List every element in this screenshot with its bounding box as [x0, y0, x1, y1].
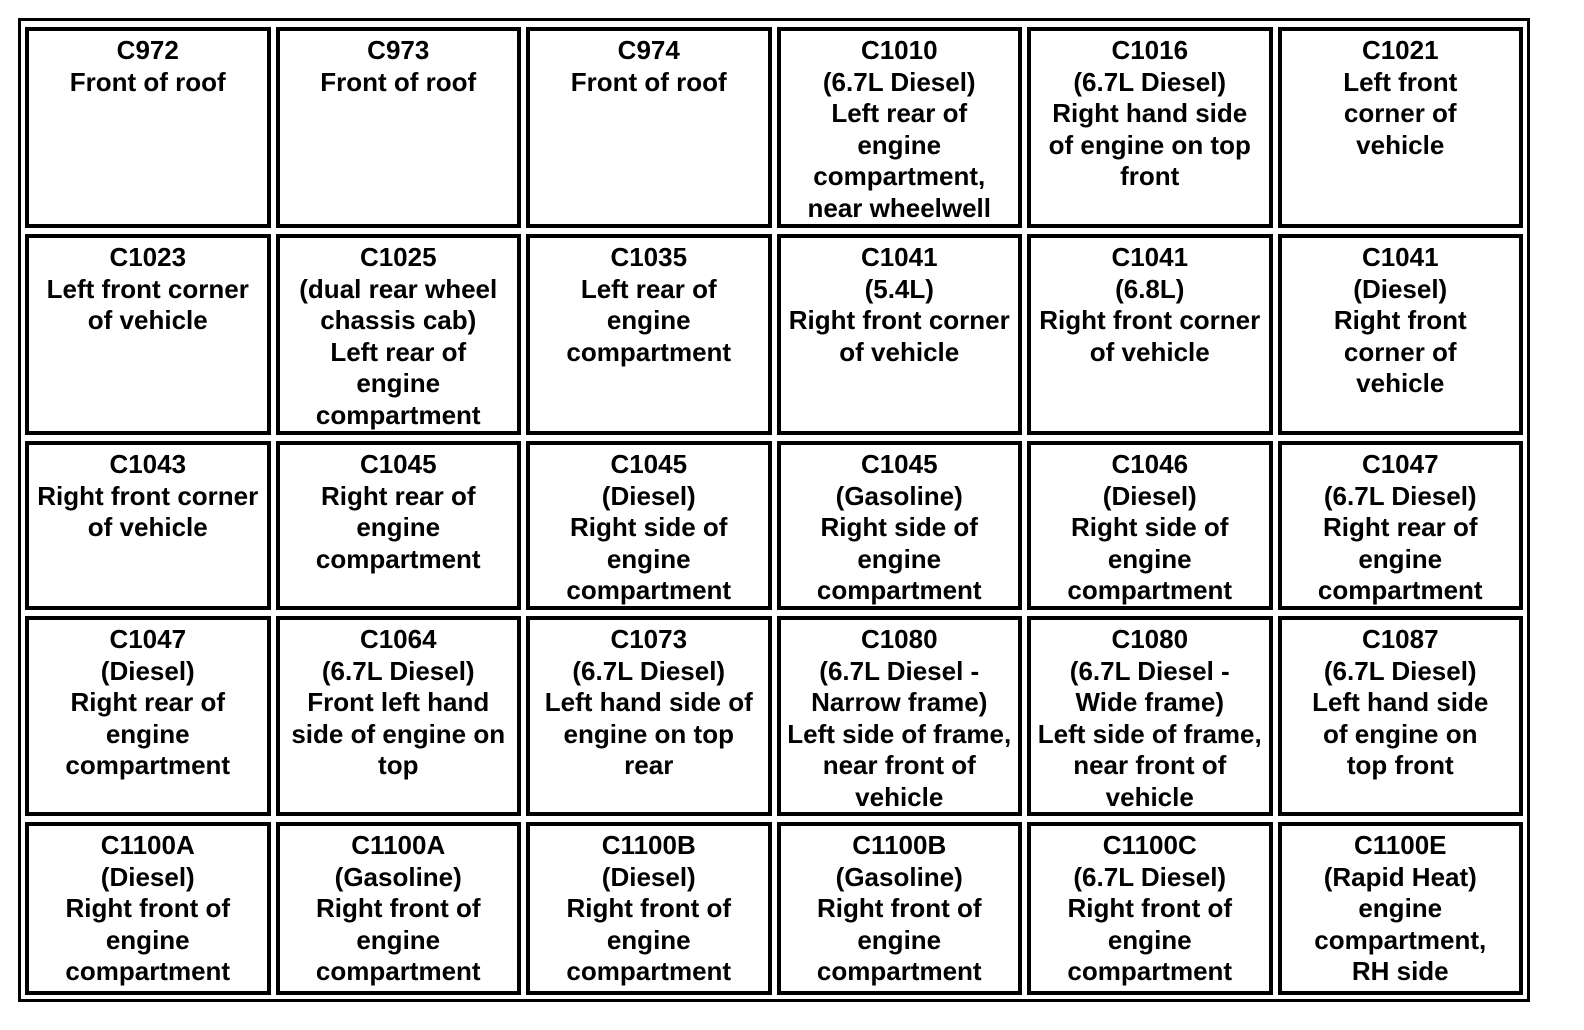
- connector-cell: [1278, 27, 1524, 228]
- connector-cell: [1027, 234, 1273, 435]
- connector-id: C973: [367, 35, 430, 65]
- connector-location-text: Front left hand: [307, 687, 490, 718]
- connector-location-text: Front of roof: [69, 66, 226, 97]
- connector-id: C972: [116, 35, 179, 65]
- connector-cell: [1027, 822, 1273, 995]
- connector-id: C1041: [1111, 242, 1189, 272]
- connector-id: C1021: [1361, 35, 1439, 65]
- connector-location-text: (6.7L Diesel): [321, 655, 475, 686]
- connector-location-text: Right side of: [1071, 512, 1229, 543]
- connector-location-text: engine on top: [563, 718, 734, 749]
- connector-location-text: Front of roof: [320, 66, 477, 97]
- connector-cell: [526, 616, 772, 816]
- connector-location-text: Right rear of: [70, 687, 226, 718]
- connector-location-text: engine: [356, 368, 441, 399]
- connector-location-text: vehicle: [1356, 368, 1445, 399]
- connector-location-text: (Diesel): [601, 480, 696, 511]
- connector-cell: [1278, 822, 1524, 995]
- connector-location-text: Right front corner: [37, 480, 259, 511]
- connector-location-text: engine: [857, 924, 942, 955]
- connector-id: C1016: [1111, 35, 1189, 65]
- connector-cell: [276, 441, 522, 610]
- connector-id: C1100B: [601, 830, 696, 860]
- connector-location-text: Right front: [1333, 305, 1467, 336]
- connector-cell: [1278, 441, 1524, 610]
- connector-location-text: Right rear of: [320, 480, 476, 511]
- connector-location-text: of engine on: [1322, 718, 1478, 749]
- connector-location-text: compartment: [566, 336, 732, 367]
- connector-id: C1100A: [100, 830, 195, 860]
- connector-location-text: engine: [356, 512, 441, 543]
- connector-location-text: engine: [105, 924, 190, 955]
- connector-location-text: engine: [1358, 543, 1443, 574]
- connector-cell: [526, 441, 772, 610]
- connector-location-text: rear: [624, 750, 674, 781]
- connector-id: C1010: [860, 35, 938, 65]
- connector-location-text: of vehicle: [839, 336, 960, 367]
- connector-cell: [25, 616, 271, 816]
- connector-location-text: (dual rear wheel: [299, 273, 498, 304]
- connector-location-text: (Gasoline): [334, 861, 462, 892]
- connector-id: C1035: [610, 242, 688, 272]
- connector-location-text: (Diesel): [100, 861, 195, 892]
- connector-location-text: Left front: [1343, 66, 1458, 97]
- connector-cell: [25, 27, 271, 228]
- connector-location-text: of vehicle: [1089, 336, 1210, 367]
- connector-location-text: of engine on top: [1048, 129, 1251, 160]
- connector-location-text: Left hand side of: [544, 687, 753, 718]
- connector-location-text: Right front of: [816, 893, 982, 924]
- connector-cell: [777, 234, 1023, 435]
- connector-id: C1041: [860, 242, 938, 272]
- connector-location-table: [18, 18, 1530, 1002]
- connector-location-text: compartment: [566, 575, 732, 606]
- connector-id: C1025: [359, 242, 437, 272]
- connector-location-text: (Diesel): [1102, 480, 1197, 511]
- connector-id: C1100B: [852, 830, 947, 860]
- connector-id: C1073: [610, 624, 688, 654]
- connector-cell: [25, 822, 271, 995]
- connector-location-text: compartment: [315, 543, 481, 574]
- connector-cell: [777, 441, 1023, 610]
- connector-location-text: (Diesel): [1353, 273, 1448, 304]
- connector-location-text: vehicle: [1105, 781, 1194, 812]
- connector-cell: [1278, 616, 1524, 816]
- connector-id: C1043: [109, 449, 187, 479]
- connector-location-text: Right front corner: [1039, 305, 1261, 336]
- connector-cell: [276, 822, 522, 995]
- connector-location-text: of vehicle: [87, 305, 208, 336]
- connector-location-text: (Gasoline): [835, 861, 963, 892]
- connector-location-text: (6.7L Diesel): [572, 655, 726, 686]
- connector-id: C1045: [860, 449, 938, 479]
- connector-cell: [526, 822, 772, 995]
- connector-location-text: (6.8L): [1115, 273, 1185, 304]
- connector-location-text: compartment: [816, 956, 982, 987]
- connector-location-text: engine: [606, 305, 691, 336]
- connector-location-text: Right front of: [315, 893, 481, 924]
- connector-location-text: engine: [857, 129, 942, 160]
- connector-location-text: (6.7L Diesel -: [819, 655, 980, 686]
- connector-location-text: compartment: [566, 956, 732, 987]
- connector-cell: [1027, 27, 1273, 228]
- connector-location-text: compartment,: [1314, 924, 1487, 955]
- connector-id: C1100E: [1353, 830, 1447, 860]
- connector-location-text: engine: [1107, 924, 1192, 955]
- connector-cell: [526, 27, 772, 228]
- connector-location-text: chassis cab): [320, 305, 477, 336]
- connector-location-text: Right front of: [1067, 893, 1233, 924]
- connector-location-text: corner of: [1343, 336, 1457, 367]
- connector-location-text: engine: [1358, 893, 1443, 924]
- connector-location-text: engine: [606, 924, 691, 955]
- connector-id: C1080: [1111, 624, 1189, 654]
- connector-location-text: Front of roof: [570, 66, 727, 97]
- connector-id: C1064: [359, 624, 437, 654]
- connector-location-text: Left side of frame,: [1037, 718, 1262, 749]
- connector-location-text: Right front of: [566, 893, 732, 924]
- connector-location-text: Right front of: [65, 893, 231, 924]
- connector-cell: [25, 234, 271, 435]
- connector-location-text: vehicle: [1356, 129, 1445, 160]
- connector-location-text: Right side of: [570, 512, 728, 543]
- connector-location-text: Left rear of: [330, 336, 467, 367]
- connector-location-text: engine: [606, 543, 691, 574]
- connector-id: C1041: [1361, 242, 1439, 272]
- connector-location-text: side of engine on: [291, 718, 506, 749]
- connector-location-text: compartment,: [813, 161, 986, 192]
- connector-id: C1045: [610, 449, 688, 479]
- connector-location-text: (Rapid Heat): [1323, 861, 1477, 892]
- connector-location-text: corner of: [1343, 98, 1457, 129]
- connector-location-text: (6.7L Diesel): [1073, 861, 1227, 892]
- connector-id: C974: [617, 35, 680, 65]
- connector-location-text: compartment: [1067, 956, 1233, 987]
- connector-location-text: Right side of: [820, 512, 978, 543]
- connector-location-text: (Gasoline): [835, 480, 963, 511]
- connector-cell: [777, 822, 1023, 995]
- connector-cell: [1027, 616, 1273, 816]
- connector-location-text: (6.7L Diesel): [1323, 480, 1477, 511]
- connector-cell: [1027, 441, 1273, 610]
- connector-location-text: Right front corner: [788, 305, 1010, 336]
- connector-id: C1100A: [351, 830, 446, 860]
- connector-location-text: compartment: [65, 750, 231, 781]
- connector-location-text: engine: [356, 924, 441, 955]
- connector-location-text: compartment: [816, 575, 982, 606]
- connector-id: C1047: [1361, 449, 1439, 479]
- connector-location-text: (6.7L Diesel): [1073, 66, 1227, 97]
- connector-location-text: engine: [1107, 543, 1192, 574]
- connector-location-text: Left rear of: [831, 98, 968, 129]
- connector-id: C1023: [109, 242, 187, 272]
- connector-location-text: of vehicle: [87, 512, 208, 543]
- connector-location-text: (6.7L Diesel -: [1069, 655, 1230, 686]
- connector-location-text: near front of: [1073, 750, 1227, 781]
- connector-location-text: Right rear of: [1322, 512, 1478, 543]
- connector-location-text: RH side: [1351, 956, 1449, 987]
- connector-id: C1047: [109, 624, 187, 654]
- connector-cell: [276, 27, 522, 228]
- connector-location-text: (6.7L Diesel): [1323, 655, 1477, 686]
- connector-location-text: Narrow frame): [811, 687, 988, 718]
- connector-cell: [276, 234, 522, 435]
- connector-location-text: compartment: [315, 399, 481, 430]
- connector-cell: [526, 234, 772, 435]
- connector-grid: [25, 27, 1523, 995]
- connector-cell: [1278, 234, 1524, 435]
- connector-cell: [777, 27, 1023, 228]
- connector-location-text: engine: [105, 718, 190, 749]
- connector-id: C1087: [1361, 624, 1439, 654]
- connector-id: C1100C: [1102, 830, 1197, 860]
- connector-location-text: (5.4L): [864, 273, 934, 304]
- connector-cell: [25, 441, 271, 610]
- connector-id: C1080: [860, 624, 938, 654]
- connector-location-text: (Diesel): [100, 655, 195, 686]
- connector-cell: [276, 616, 522, 816]
- connector-location-text: compartment: [1317, 575, 1483, 606]
- connector-location-text: engine: [857, 543, 942, 574]
- connector-location-text: Left hand side: [1312, 687, 1489, 718]
- connector-location-text: compartment: [65, 956, 231, 987]
- connector-location-text: vehicle: [855, 781, 944, 812]
- connector-location-text: Right hand side: [1052, 98, 1248, 129]
- connector-id: C1045: [359, 449, 437, 479]
- connector-location-text: top: [378, 750, 419, 781]
- connector-location-text: (6.7L Diesel): [822, 66, 976, 97]
- connector-location-text: Left rear of: [580, 273, 717, 304]
- connector-location-text: front: [1120, 161, 1180, 192]
- connector-location-text: top front: [1346, 750, 1454, 781]
- connector-location-text: Wide frame): [1075, 687, 1225, 718]
- connector-location-text: (Diesel): [601, 861, 696, 892]
- connector-location-text: near wheelwell: [807, 192, 992, 223]
- connector-location-text: Left side of frame,: [787, 718, 1012, 749]
- connector-id: C1046: [1111, 449, 1189, 479]
- connector-location-text: compartment: [315, 956, 481, 987]
- connector-location-text: Left front corner: [46, 273, 249, 304]
- connector-location-text: near front of: [822, 750, 976, 781]
- connector-location-text: compartment: [1067, 575, 1233, 606]
- connector-cell: [777, 616, 1023, 816]
